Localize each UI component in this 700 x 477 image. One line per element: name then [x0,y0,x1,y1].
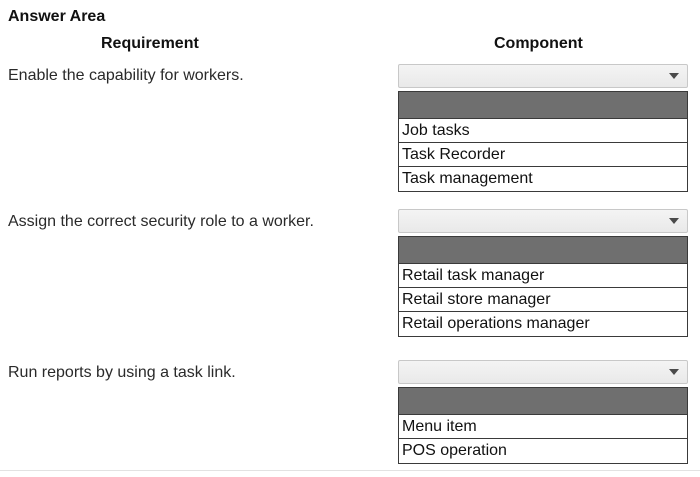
listbox-header [399,92,687,119]
list-option[interactable]: Task Recorder [399,143,687,167]
chevron-down-icon[interactable] [661,210,687,232]
component-column-header: Component [494,35,583,52]
component-dropdown-1[interactable] [398,64,688,88]
answer-area-title: Answer Area [8,8,106,25]
requirement-text-1: Enable the capability for workers. [8,67,244,84]
chevron-down-icon[interactable] [661,65,687,87]
list-option[interactable]: POS operation [402,442,507,459]
chevron-down-icon[interactable] [661,361,687,383]
list-option[interactable]: Retail store manager [399,288,687,312]
list-option[interactable]: Menu item [399,415,687,439]
list-option[interactable]: Task management [402,170,533,187]
list-option[interactable]: Job tasks [399,119,687,143]
list-option[interactable]: Retail task manager [399,264,687,288]
list-option[interactable]: Retail operations manager [402,315,590,332]
requirement-text-3: Run reports by using a task link. [8,364,236,381]
component-listbox-2 [398,236,688,337]
listbox-header [399,237,687,264]
requirement-text-2: Assign the correct security role to a worker. [8,213,314,230]
component-dropdown-2[interactable] [398,209,688,233]
divider [0,470,700,471]
component-dropdown-3[interactable] [398,360,688,384]
requirement-column-header: Requirement [101,35,199,52]
listbox-header [399,388,687,415]
component-listbox-1 [398,91,688,192]
component-listbox-3 [398,387,688,464]
